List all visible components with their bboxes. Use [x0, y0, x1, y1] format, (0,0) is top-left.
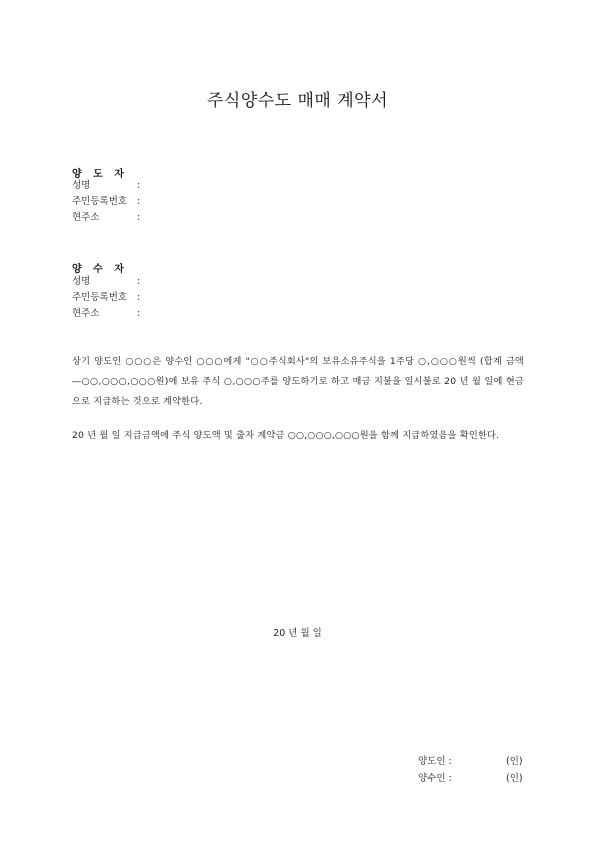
field-colon: :	[137, 308, 141, 319]
field-label: 주민등록번호	[72, 196, 128, 207]
seal-mark: (인)	[506, 773, 523, 784]
field-colon: :	[137, 292, 141, 303]
signature-label: 양도인 :	[418, 756, 452, 767]
transferee-id-field	[72, 292, 140, 304]
field-label: 현주소	[72, 212, 100, 223]
seal-mark: (인)	[506, 756, 523, 767]
field-colon: :	[137, 212, 141, 223]
transferor-id-field	[72, 196, 140, 208]
transferor-address-field	[72, 212, 140, 224]
contract-paragraph-1: 상기 양도인 ○○○은 양수인 ○○○에게 "○○주식회사"의 보유소유주식을 1주당 ○,○○○원씩 (합계 금액 ―○○,○○○,○○○원)에 보유 주식 ○,○○○주를 양도하기로 하고 매금 지불을 일시불로 20 년 월 일에 현금으로 지급하는 것으로 계약한다.	[72, 356, 524, 407]
field-colon: :	[137, 196, 141, 207]
transferor-name-field	[72, 180, 140, 192]
signature-label: 양수인 :	[418, 773, 452, 784]
transferee-name-field	[72, 276, 140, 288]
field-colon: :	[137, 180, 141, 191]
contract-paragraph-2: 20 년 월 일 지급금액에 주식 양도액 및 출자 계약금 ○○,○○○,○○○원을 함께 지급하였음을 확인한다.	[72, 430, 500, 441]
field-label: 주민등록번호	[72, 292, 128, 303]
field-label: 성명	[72, 276, 91, 287]
contract-date: 20 년 월 일	[273, 628, 322, 639]
transferee-signature	[418, 770, 523, 784]
document-title: 주식양수도 매매 계약서	[206, 91, 389, 111]
field-colon: :	[137, 276, 141, 287]
transferee-heading: 양 수 자	[72, 264, 128, 275]
transferor-signature	[418, 753, 523, 767]
field-label: 성명	[72, 180, 91, 191]
transferor-heading: 양 도 자	[72, 169, 128, 180]
transferee-address-field	[72, 308, 140, 320]
field-label: 현주소	[72, 308, 100, 319]
